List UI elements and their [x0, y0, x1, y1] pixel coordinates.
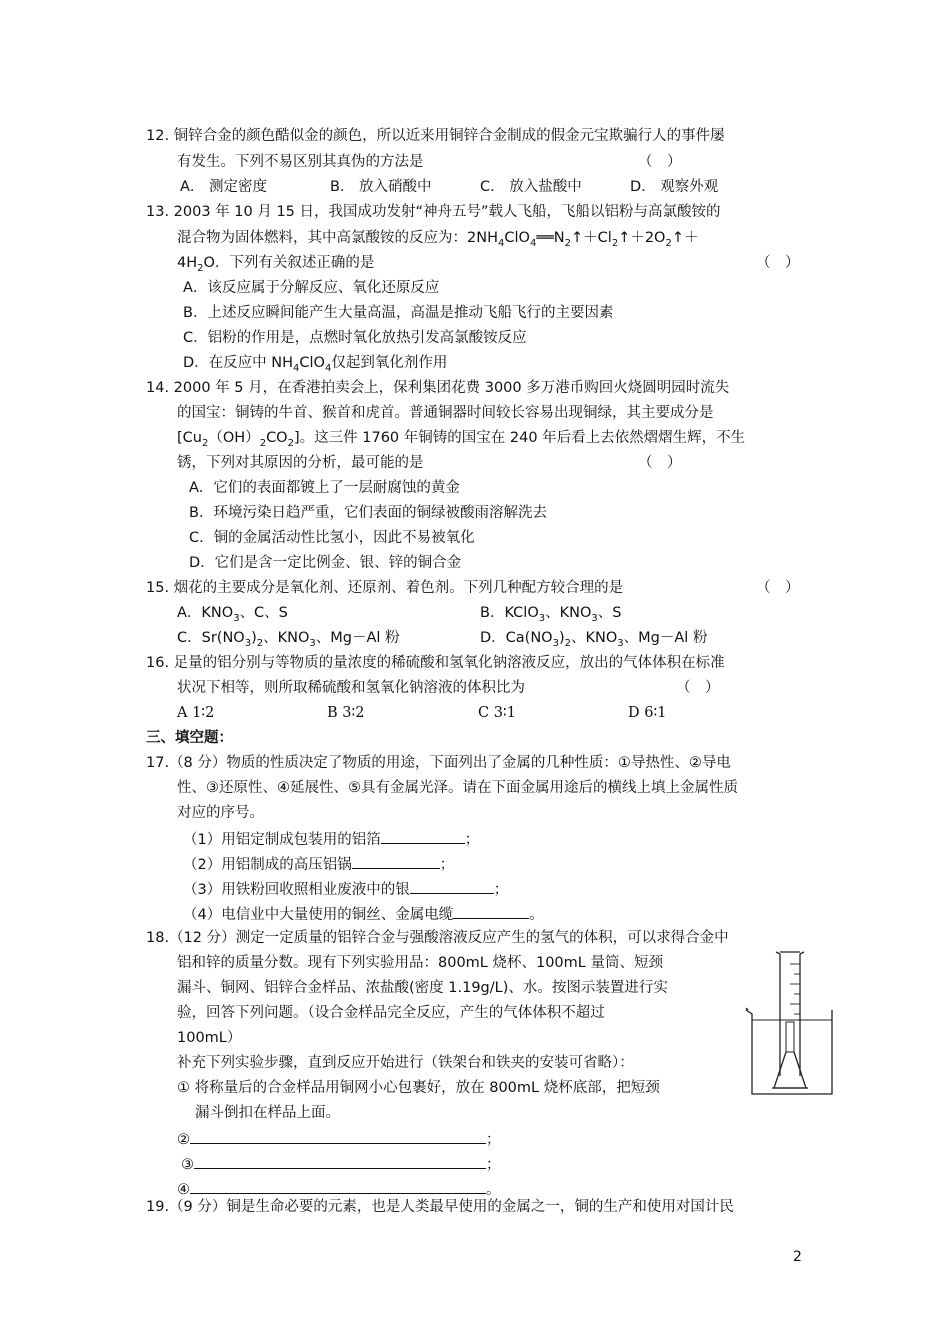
q12-line2: 有发生。下列不易区别其真伪的方法是	[177, 154, 424, 170]
q19-line1: 19.（9 分）铜是生命必要的元素，也是人类最早使用的金属之一，铜的生产和使用对国计民	[146, 1199, 734, 1215]
q13-option-c: C．铝粉的作用是，点燃时氧化放热引发高氯酸铵反应	[183, 330, 527, 346]
q14-option-d: D．它们是含一定比例金、银、锌的铜合金	[189, 555, 462, 571]
q18-line5: 100mL）	[177, 1030, 242, 1046]
q16-line2: 状况下相等，则所取稀硫酸和氢氧化钠溶液的体积比为	[177, 680, 525, 696]
q18-step3: ③ ；	[181, 1152, 501, 1174]
apparatus-diagram	[742, 948, 838, 1098]
page-number: 2	[793, 1249, 802, 1265]
q16-option-d: D 6∶1	[628, 705, 667, 721]
q18-blank-3[interactable]	[194, 1152, 486, 1169]
q16-number: 16.	[146, 655, 170, 671]
q17-line1: 17.（8 分）物质的性质决定了物质的用途，下面列出了金属的几种性质：①导热性、②导电	[146, 755, 731, 771]
q16-line1: 16. 足量的铝分别与等物质的量浓度的稀硫酸和氢氧化钠溶液反应，放出的气体体积在标准	[146, 655, 725, 671]
q12-answer-paren: （ ）	[638, 154, 682, 170]
q18-line6: 补充下列实验步骤，直到反应开始进行（铁架台和铁夹的安装可省略）：	[177, 1055, 634, 1071]
q13-number: 13.	[146, 204, 170, 220]
q15-number: 15.	[146, 580, 170, 596]
q14-answer-paren: （ ）	[638, 455, 682, 471]
q18-number: 18.	[146, 930, 170, 946]
q17-item-3: （3）用铁粉回收照相业废液中的银 ；	[183, 877, 508, 899]
q17-line2: 性、③还原性、④延展性、⑤具有金属光泽。请在下面金属用途后的横线上填上金属性质	[177, 780, 738, 796]
q17-blank-1[interactable]	[381, 827, 465, 844]
q17-blank-3[interactable]	[410, 877, 494, 894]
q15-answer-paren: （ ）	[756, 580, 800, 596]
q14-number: 14.	[146, 380, 170, 396]
q13-option-a: A．该反应属于分解反应、氧化还原反应	[183, 280, 440, 296]
q17-blank-4[interactable]	[453, 902, 529, 919]
q13-line3: $4H_2O$．下列有关叙述正确的是	[177, 255, 375, 274]
q18-blank-2[interactable]	[190, 1127, 486, 1144]
q12-option-b: B． 放入硝酸中	[330, 179, 432, 195]
q15-line1: 15. 烟花的主要成分是氧化剂、还原剂、着色剂。下列几种配方较合理的是	[146, 580, 624, 596]
q18-step4: ④ 。	[177, 1177, 501, 1199]
q17-number: 17.	[146, 755, 170, 771]
q15-option-c: C．$Sr(NO_3)_2$、$KNO_3$、Mg－Al 粉	[177, 630, 400, 649]
q17-item-4: （4）电信业中大量使用的铜丝、金属电缆 。	[183, 902, 544, 924]
q12-option-c: C． 放入盐酸中	[480, 179, 582, 195]
q16-answer-paren: （ ）	[676, 680, 720, 696]
q14-line2: 的国宝：铜铸的牛首、猴首和虎首。普通铜器时间较长容易出现铜绿，其主要成分是	[177, 405, 714, 421]
q14-line1: 14. 2000 年 5 月，在香港拍卖会上，保利集团花费 3000 多万港币购回火烧圆明园时流失	[146, 380, 730, 396]
q18-line2: 铝和锌的质量分数。现有下列实验用品：800mL 烧杯、100mL 量筒、短颈	[177, 955, 663, 971]
q14-line4: 锈，下列对其原因的分析，最可能的是	[177, 455, 424, 471]
q18-step1-line1: ① 将称量后的合金样品用铜网小心包裹好，放在 800mL 烧杯底部，把短颈	[177, 1080, 660, 1096]
q16-option-c: C 3∶1	[478, 705, 516, 721]
q16-option-b: B 3∶2	[327, 705, 365, 721]
q14-option-c: C．铜的金属活动性比氢小，因此不易被氧化	[189, 530, 475, 546]
q14-option-b: B．环境污染日趋严重，它们表面的铜绿被酸雨溶解洗去	[189, 505, 547, 521]
q18-line4: 验，回答下列问题。（设合金样品完全反应，产生的气体体积不超过	[177, 1005, 605, 1021]
q14-line3: $[Cu_2(OH)_2CO_2]$。这三件 1760 年铜铸的国宝在 240 年后看上去依然熠熠生辉，不生	[177, 430, 746, 449]
q18-step2: ② ；	[177, 1127, 501, 1149]
q18-step1-line2: 漏斗倒扣在样品上面。	[195, 1105, 340, 1121]
q19-number: 19.	[146, 1199, 170, 1215]
q18-line1: 18.（12 分）测定一定质量的铝锌合金与强酸溶液反应产生的氢气的体积，可以求得合金中	[146, 930, 729, 946]
q15-option-d: D．$Ca(NO_3)_2$、$KNO_3$、Mg－Al 粉	[480, 630, 708, 649]
q17-blank-2[interactable]	[352, 852, 440, 869]
q13-option-d: D．在反应中 $NH_4ClO_4$仅起到氧化剂作用	[183, 355, 448, 374]
q15-option-b: B．KClO$_3$、$KNO_3$、S	[480, 605, 622, 624]
q16-option-a: A 1∶2	[177, 705, 215, 721]
q12-option-a: A． 测定密度	[180, 179, 268, 195]
section-heading-fill-in: 三、填空题：	[146, 730, 233, 746]
q15-option-a: A．$KNO_3$、C、S	[177, 605, 288, 624]
q17-item-2: （2）用铝制成的高压铝锅 ；	[183, 852, 454, 874]
q17-line3: 对应的序号。	[177, 805, 264, 821]
q17-item-1: （1）用铝定制成包装用的铝箔 ；	[183, 827, 479, 849]
q13-answer-paren: （ ）	[756, 255, 800, 271]
q13-line1: 13. 2003 年 10 月 15 日，我国成功发射“神舟五号”载人飞船，飞船以铝粉与高氯酸铵的	[146, 204, 721, 220]
q13-line2: 混合物为固体燃料，其中高氯酸铵的反应为：$2NH_4ClO_4══N_2↑+Cl_2↑+2O_2↑+$	[177, 230, 699, 249]
q12-line1: 12. 铜锌合金的颜色酷似金的颜色，所以近来用铜锌合金制成的假金元宝欺骗行人的事件屡	[146, 128, 725, 144]
q18-blank-4[interactable]	[190, 1177, 486, 1194]
q12-number: 12.	[146, 128, 170, 144]
q12-option-d: D． 观察外观	[630, 179, 719, 195]
q18-line3: 漏斗、铜网、铝锌合金样品、浓盐酸(密度 1.19g/L)、水。按图示装置进行实	[177, 980, 668, 996]
q13-option-b: B．上述反应瞬间能产生大量高温，高温是推动飞船飞行的主要因素	[183, 305, 614, 321]
q14-option-a: A．它们的表面都镀上了一层耐腐蚀的黄金	[189, 480, 460, 496]
